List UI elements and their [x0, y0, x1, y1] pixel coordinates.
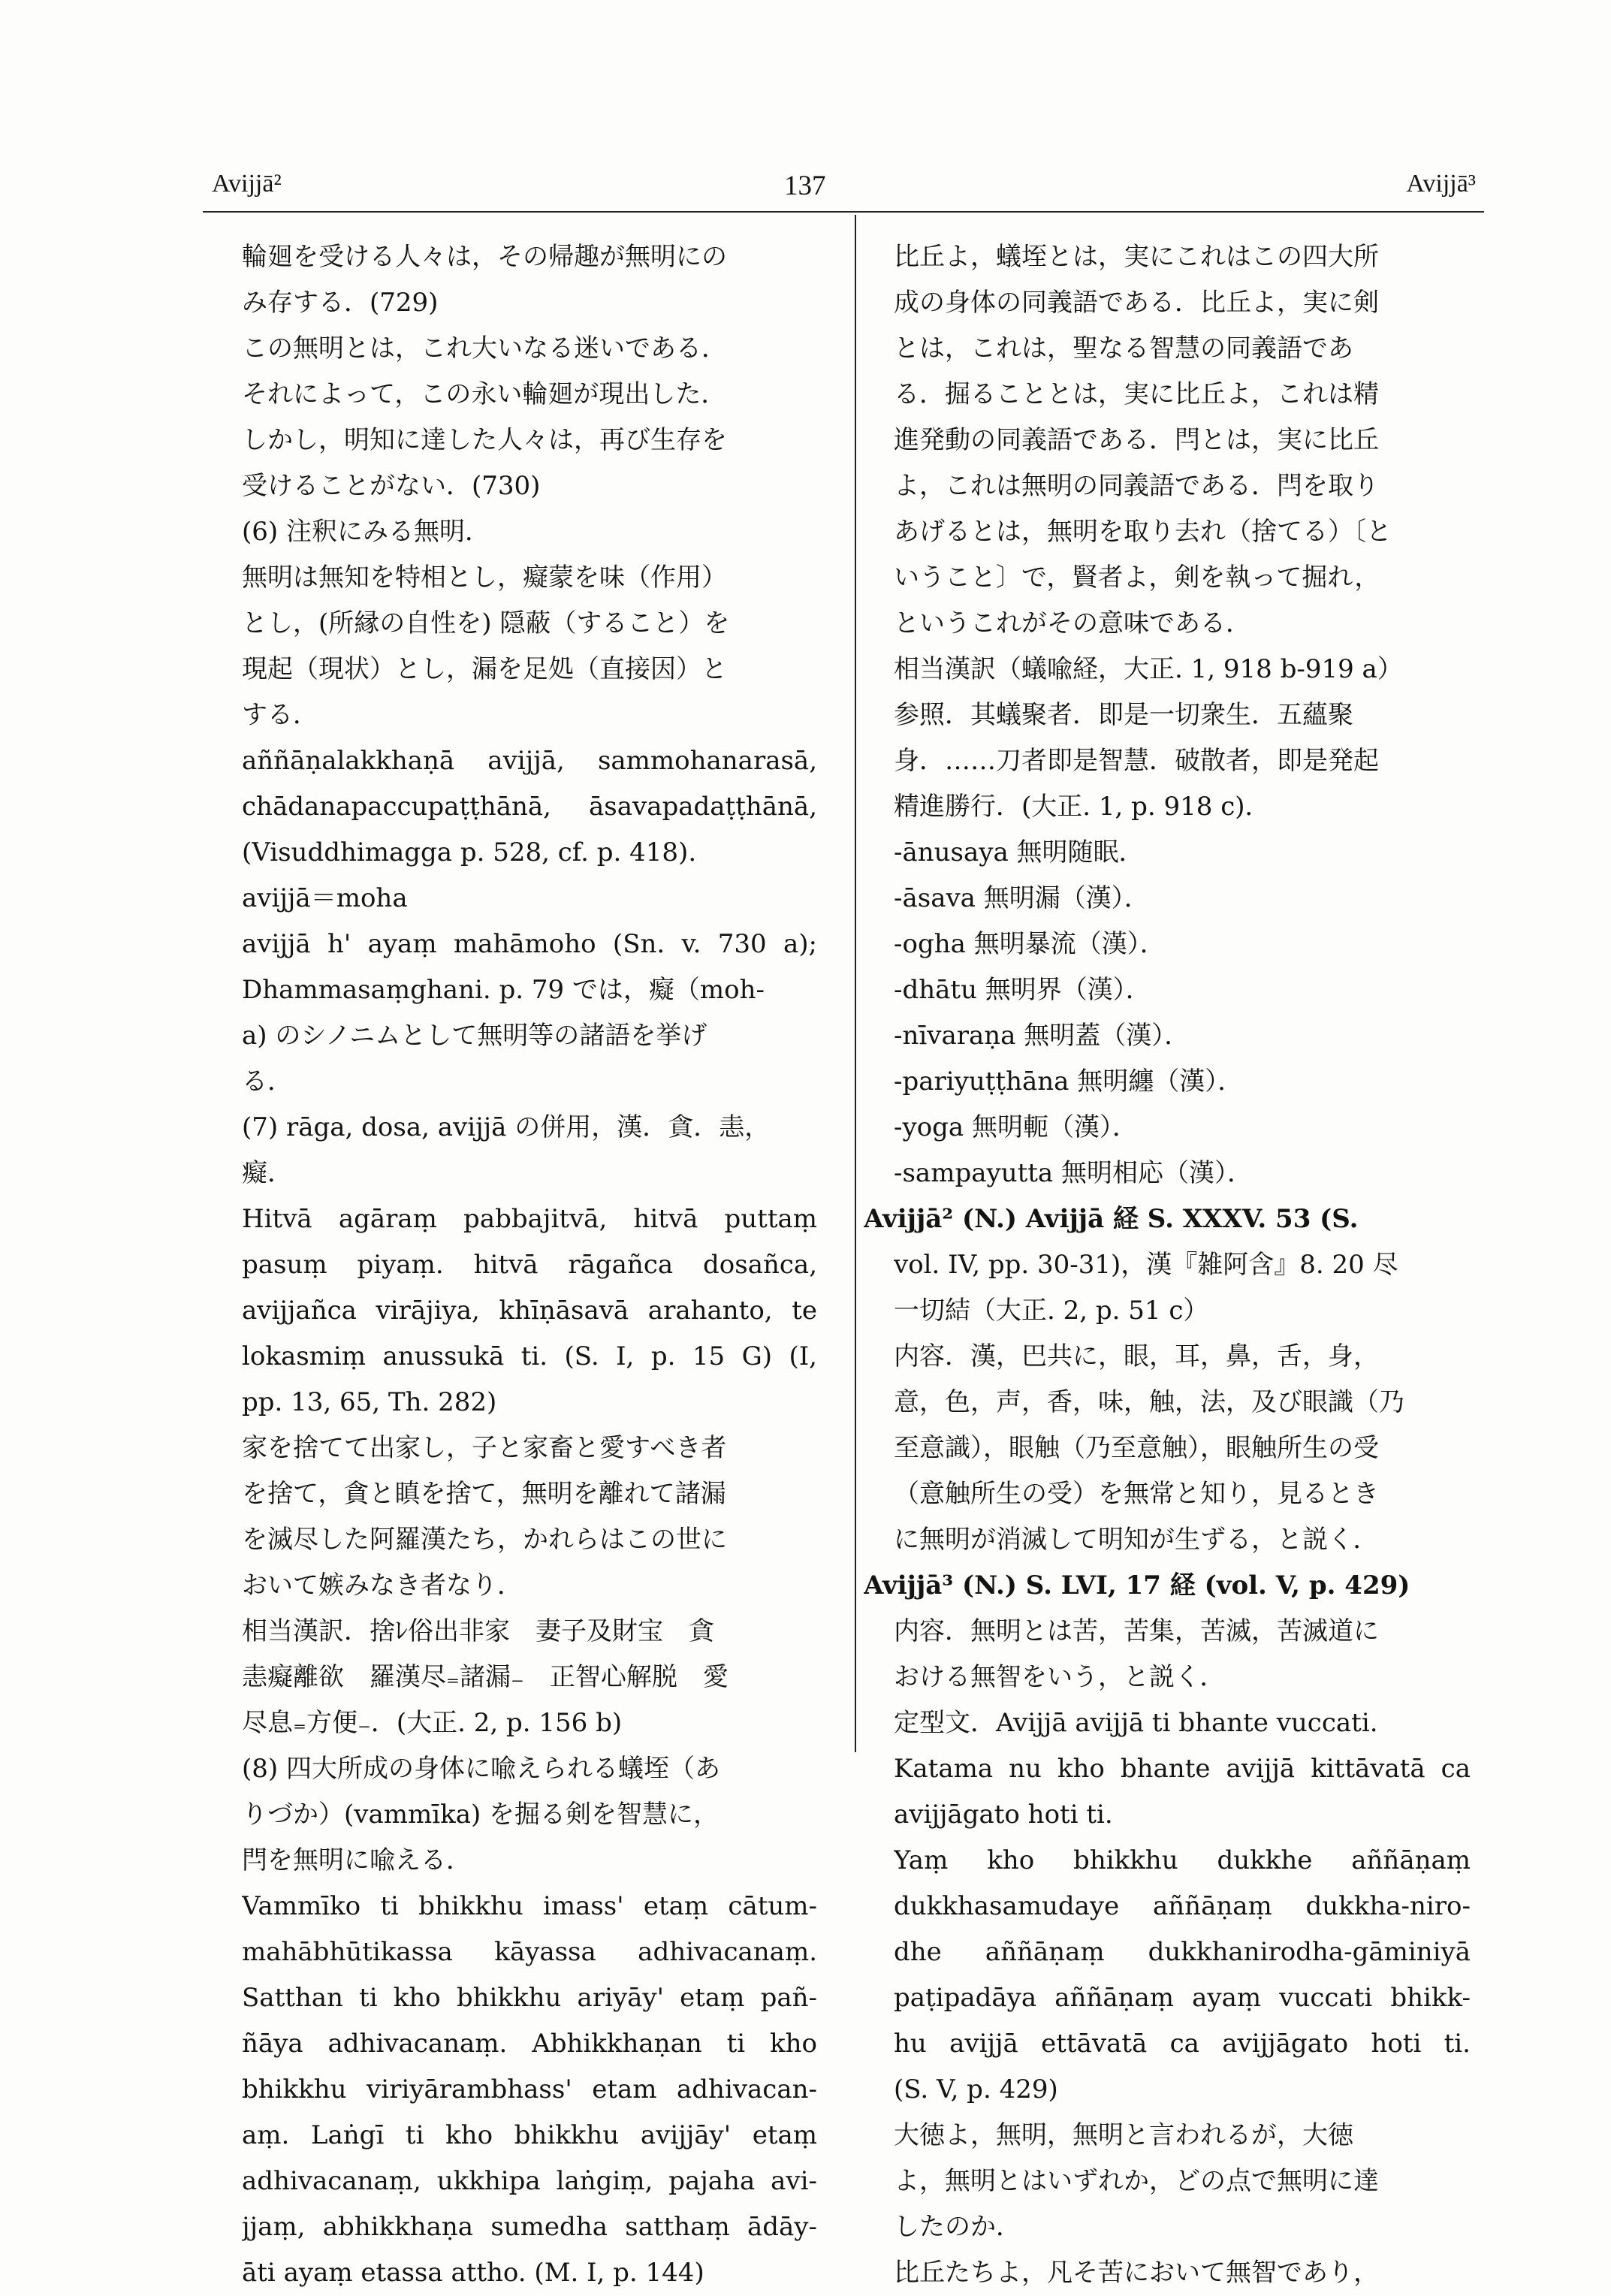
- text-line: Avijjā³ (N.) S. LVI, 17 経 (vol. V, p. 429): [864, 1570, 1410, 1601]
- text-line: 比丘たちよ，凡そ苦において無智であり，: [894, 2258, 1379, 2288]
- text-line: hu avijjā ettāvatā ca avijjāgato hoti ti.: [894, 2029, 1471, 2059]
- text-line: (S. V, p. 429): [894, 2074, 1058, 2104]
- text-line: (6) 注釈にみる無明．: [242, 517, 490, 547]
- text-line: おける無智をいう，と説く．: [894, 1662, 1226, 1692]
- text-line: -nīvaraṇa 無明蓋（漢）．: [894, 1021, 1190, 1051]
- text-line: よ，無明とはいずれか，どの点で無明に達: [894, 2166, 1379, 2196]
- text-line: しかし，明知に達した人々は，再び生存を: [242, 425, 727, 455]
- text-line: Vammīko ti bhikkhu imass' etaṃ cātum-: [242, 1891, 817, 1921]
- text-line: avijjāgato hoti ti.: [894, 1800, 1113, 1830]
- text-line: 尽息₌方便₋．(大正. 2, p. 156 b): [242, 1708, 623, 1738]
- text-line: avijjā＝moha: [242, 883, 408, 913]
- running-head-right: Avijjā³: [1406, 170, 1476, 198]
- text-line: 一切結（大正. 2, p. 51 c）: [894, 1296, 1209, 1326]
- text-line: 内容．無明とは苦，苦集，苦滅，苦滅道に: [894, 1616, 1379, 1646]
- text-line: 参照．其蟻聚者．即是一切衆生．五蘊聚: [894, 700, 1353, 730]
- text-line: おいて嫉みなき者なり．: [242, 1570, 523, 1601]
- text-line: aṃ. Laṅgī ti kho bhikkhu avijjāy' etaṃ: [242, 2120, 817, 2150]
- text-line: よ，これは無明の同義語である．閂を取り: [894, 471, 1379, 501]
- text-line: 比丘よ，蟻垤とは，実にこれはこの四大所: [894, 242, 1379, 272]
- text-line: vol. IV, pp. 30-31)，漢『雑阿含』8. 20 尽: [894, 1250, 1398, 1280]
- column-divider: [855, 215, 856, 1752]
- text-line: avijjā h' ayaṃ mahāmoho (Sn. v. 730 a);: [242, 929, 817, 959]
- text-line: 恚癡離欲 羅漢尽₌諸漏₋ 正智心解脱 愛: [242, 1662, 729, 1692]
- text-line: mahābhūtikassa kāyassa adhivacanaṃ.: [242, 1937, 817, 1967]
- text-line: とし，(所縁の自性を) 隠蔽（すること）を: [242, 608, 730, 638]
- text-line: 輪廻を受ける人々は，その帰趣が無明にの: [242, 242, 727, 272]
- text-line: -ogha 無明暴流（漢）．: [894, 929, 1166, 959]
- text-line: dukkhasamudaye aññāṇaṃ dukkha-niro-: [894, 1891, 1471, 1921]
- text-line: jjaṃ, abhikkhaṇa sumedha satthaṃ ādāy-: [242, 2212, 817, 2242]
- text-line: Avijjā² (N.) Avijjā 経 S. XXXV. 53 (S.: [864, 1204, 1359, 1234]
- text-line: -yoga 無明軛（漢）．: [894, 1112, 1139, 1142]
- text-line: -sampayutta 無明相応（漢）．: [894, 1158, 1253, 1188]
- text-line: a) のシノニムとして無明等の諸語を挙げ: [242, 1021, 707, 1051]
- text-line: bhikkhu viriyārambhass' etam adhivacan-: [242, 2074, 817, 2104]
- text-line: 無明は無知を特相とし，癡蒙を味（作用）: [242, 563, 727, 593]
- text-line: adhivacanaṃ, ukkhipa laṅgiṃ, pajaha avi-: [242, 2166, 817, 2196]
- text-line: -pariyuṭṭhāna 無明纏（漢）．: [894, 1067, 1244, 1097]
- text-line: を滅尽した阿羅漢たち，かれらはこの世に: [242, 1525, 727, 1555]
- text-line: ñāya adhivacanaṃ. Abhikkhaṇan ti kho: [242, 2029, 817, 2059]
- text-line: いうこと〕で，賢者よ，剣を執って掘れ，: [894, 563, 1380, 593]
- text-line: それによって，この永い輪廻が現出した．: [242, 379, 727, 409]
- text-line: āti ayaṃ etassa attho. (M. I, p. 144): [242, 2258, 704, 2288]
- text-line: とは，これは，聖なる智慧の同義語であ: [894, 333, 1353, 364]
- text-line: Satthan ti kho bhikkhu ariyāy' etaṃ pañ-: [242, 1983, 817, 2013]
- text-line: -āsava 無明漏（漢）．: [894, 883, 1150, 913]
- text-line: (Visuddhimagga p. 528, cf. p. 418).: [242, 837, 697, 867]
- text-line: 家を捨てて出家し，子と家畜と愛すべき者: [242, 1433, 727, 1463]
- text-line: る．掘ることとは，実に比丘よ，これは精: [894, 379, 1379, 409]
- text-line: Hitvā agāraṃ pabbajitvā, hitvā puttaṃ: [242, 1204, 817, 1234]
- text-line: する．: [242, 700, 318, 730]
- text-line: 相当漢訳．捨ﾚ俗出非家 妻子及財宝 貪: [242, 1616, 714, 1646]
- text-line: 癡．: [242, 1158, 293, 1188]
- text-line: pasuṃ piyaṃ. hitvā rāgañca dosañca,: [242, 1250, 817, 1280]
- text-line: 定型文．Avijjā avijjā ti bhante vuccati.: [894, 1708, 1378, 1738]
- text-line: （意触所生の受）を無常と知り，見るとき: [894, 1479, 1379, 1509]
- header-rule: [203, 211, 1484, 213]
- text-line: したのか．: [894, 2212, 1021, 2242]
- text-line: 内容．漢，巴共に，眼，耳，鼻，舌，身，: [894, 1341, 1379, 1371]
- text-line: paṭipadāya aññāṇaṃ ayaṃ vuccati bhikk-: [894, 1983, 1471, 2013]
- text-line: Dhammasaṃghani. p. 79 では，癡（moh-: [242, 975, 765, 1005]
- text-line: 成の身体の同義語である．比丘よ，実に剣: [894, 288, 1379, 318]
- text-line: 閂を無明に喩える．: [242, 1845, 472, 1875]
- text-line: (7) rāga, dosa, avijjā の併用，漢．貪．恚，: [242, 1112, 771, 1142]
- text-line: -ānusaya 無明随眠．: [894, 837, 1145, 867]
- text-line: 受けることがない．(730): [242, 471, 541, 501]
- right-column: [864, 234, 1471, 2296]
- text-line: avijjañca virājiya, khīṇāsavā arahanto, te: [242, 1296, 817, 1326]
- text-line: この無明とは，これ大いなる迷いである．: [242, 333, 727, 364]
- text-line: dhe aññāṇaṃ dukkhanirodha-gāminiyā: [894, 1937, 1471, 1967]
- text-line: というこれがその意味である．: [894, 608, 1251, 638]
- text-line: 現起（現状）とし，漏を足処（直接因）と: [242, 654, 727, 684]
- text-line: あげるとは，無明を取り去れ（捨てる）〔と: [894, 517, 1392, 547]
- text-line: 身．……刀者即是智慧．破散者，即是発起: [894, 746, 1379, 776]
- text-line: chādanapaccupaṭṭhānā, āsavapadaṭṭhānā,: [242, 792, 817, 822]
- text-line: 進発動の同義語である．閂とは，実に比丘: [894, 425, 1379, 455]
- text-line: み存する．(729): [242, 288, 439, 318]
- left-column: [242, 234, 817, 2296]
- text-line: りづか）(vammīka) を掘る剣を智慧に，: [242, 1800, 720, 1830]
- text-line: -dhātu 無明界（漢）．: [894, 975, 1151, 1005]
- text-line: に無明が消滅して明知が生ずる，と説く．: [894, 1525, 1379, 1555]
- text-line: を捨て，貪と瞋を捨て，無明を離れて諸漏: [242, 1479, 726, 1509]
- text-line: (8) 四大所成の身体に喩えられる蟻垤（あ: [242, 1754, 720, 1784]
- text-line: lokasmiṃ anussukā ti. (S. I, p. 15 G) (I,: [242, 1341, 817, 1371]
- text-line: 精進勝行．(大正. 1, p. 918 c)．: [894, 792, 1271, 822]
- text-line: る．: [242, 1067, 293, 1097]
- text-line: 意，色，声，香，味，触，法，及び眼識（乃: [894, 1387, 1404, 1417]
- running-head-left: Avijjā²: [212, 170, 282, 198]
- text-line: Yaṃ kho bhikkhu dukkhe aññāṇaṃ: [894, 1845, 1471, 1875]
- text-line: 相当漢訳（蟻喩経，大正. 1, 918 b-919 a）: [894, 654, 1403, 684]
- text-line: aññāṇalakkhaṇā avijjā, sammohanarasā,: [242, 746, 817, 776]
- page-number: 137: [784, 170, 826, 201]
- text-line: 大徳よ，無明，無明と言われるが，大徳: [894, 2120, 1353, 2150]
- text-line: 至意識），眼触（乃至意触），眼触所生の受: [894, 1433, 1379, 1463]
- text-line: Katama nu kho bhante avijjā kittāvatā ca: [894, 1754, 1471, 1784]
- text-line: pp. 13, 65, Th. 282): [242, 1387, 497, 1417]
